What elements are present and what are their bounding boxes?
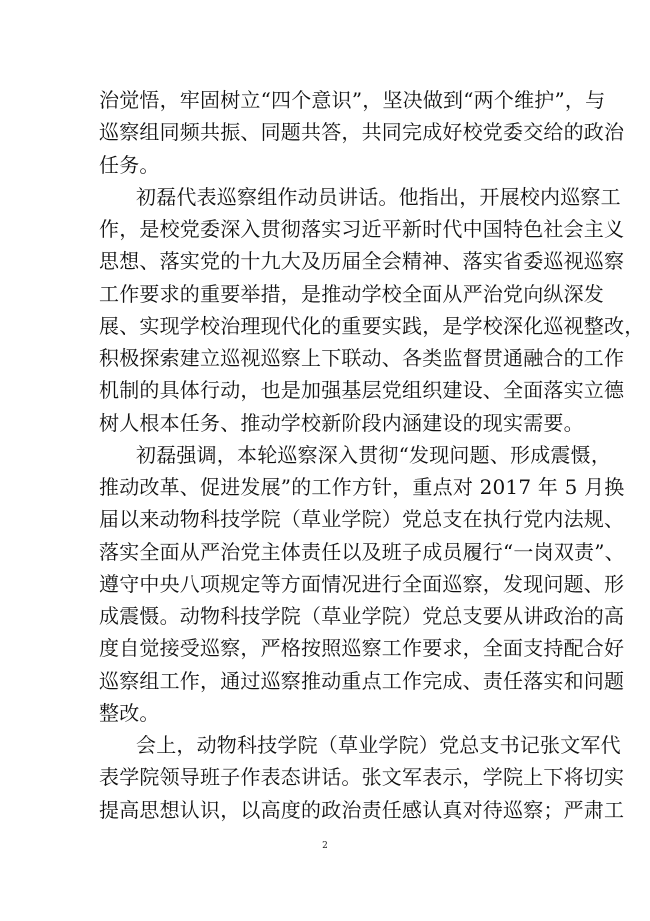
paragraph-first-line: 初磊代表巡察组作动员讲话。他指出，开展校内巡察工	[136, 184, 621, 209]
text-line: 展、实现学校治理现代化的重要实践，是学校深化巡视整改，	[99, 313, 645, 338]
text-line: 落实全面从严治党主体责任以及班子成员履行“一岗双责”、	[99, 539, 625, 564]
text-line: 提高思想认识，以高度的政治责任感认真对待巡察；严肃工	[99, 797, 625, 822]
text-line: 任务。	[99, 152, 160, 177]
text-line: 积极探索建立巡视巡察上下联动、各类监督贯通融合的工作	[99, 346, 625, 370]
text-line: 治觉悟，牢固树立“四个意识”，坚决做到“两个维护”，与	[99, 88, 606, 112]
body-text	[99, 84, 645, 826]
text-line: 工作要求的重要举措，是推动学校全面从严治党向纵深发	[99, 281, 604, 306]
text-line: 整改。	[99, 700, 160, 725]
text-line: 表学院领导班子作表态讲话。张文军表示，学院上下将切实	[99, 765, 625, 790]
text-line: 巡察组同频共振、同题共答，共同完成好校党委交给的政治	[99, 120, 625, 145]
page-number: 2	[322, 841, 328, 851]
text-line: 树人根本任务、推动学校新阶段内涵建设的现实需要。	[99, 410, 584, 435]
text-line: 推动改革、促进发展”的工作方针，重点对 2017 年 5 月换	[99, 475, 625, 499]
paragraph-first-line: 会上，动物科技学院（草业学院）党总支书记张文军代	[136, 733, 621, 757]
text-line: 届以来动物科技学院（草业学院）党总支在执行党内法规、	[99, 507, 625, 532]
paragraph-first-line: 初磊强调，本轮巡察深入贯彻“发现问题、形成震慑，	[136, 442, 612, 467]
text-line: 作，是校党委深入贯彻落实习近平新时代中国特色社会主义	[99, 217, 625, 241]
text-line: 度自觉接受巡察，严格按照巡察工作要求，全面支持配合好	[99, 636, 625, 661]
text-line: 遵守中央八项规定等方面情况进行全面巡察，发现问题、形	[99, 571, 625, 596]
text-line: 思想、落实党的十九大及历届全会精神、落实省委巡视巡察	[99, 249, 625, 274]
text-line: 巡察组工作，通过巡察推动重点工作完成、责任落实和问题	[99, 668, 625, 693]
text-line: 成震慑。动物科技学院（草业学院）党总支要从讲政治的高	[99, 604, 625, 628]
text-line: 机制的具体行动，也是加强基层党组织建设、全面落实立德	[99, 378, 625, 403]
